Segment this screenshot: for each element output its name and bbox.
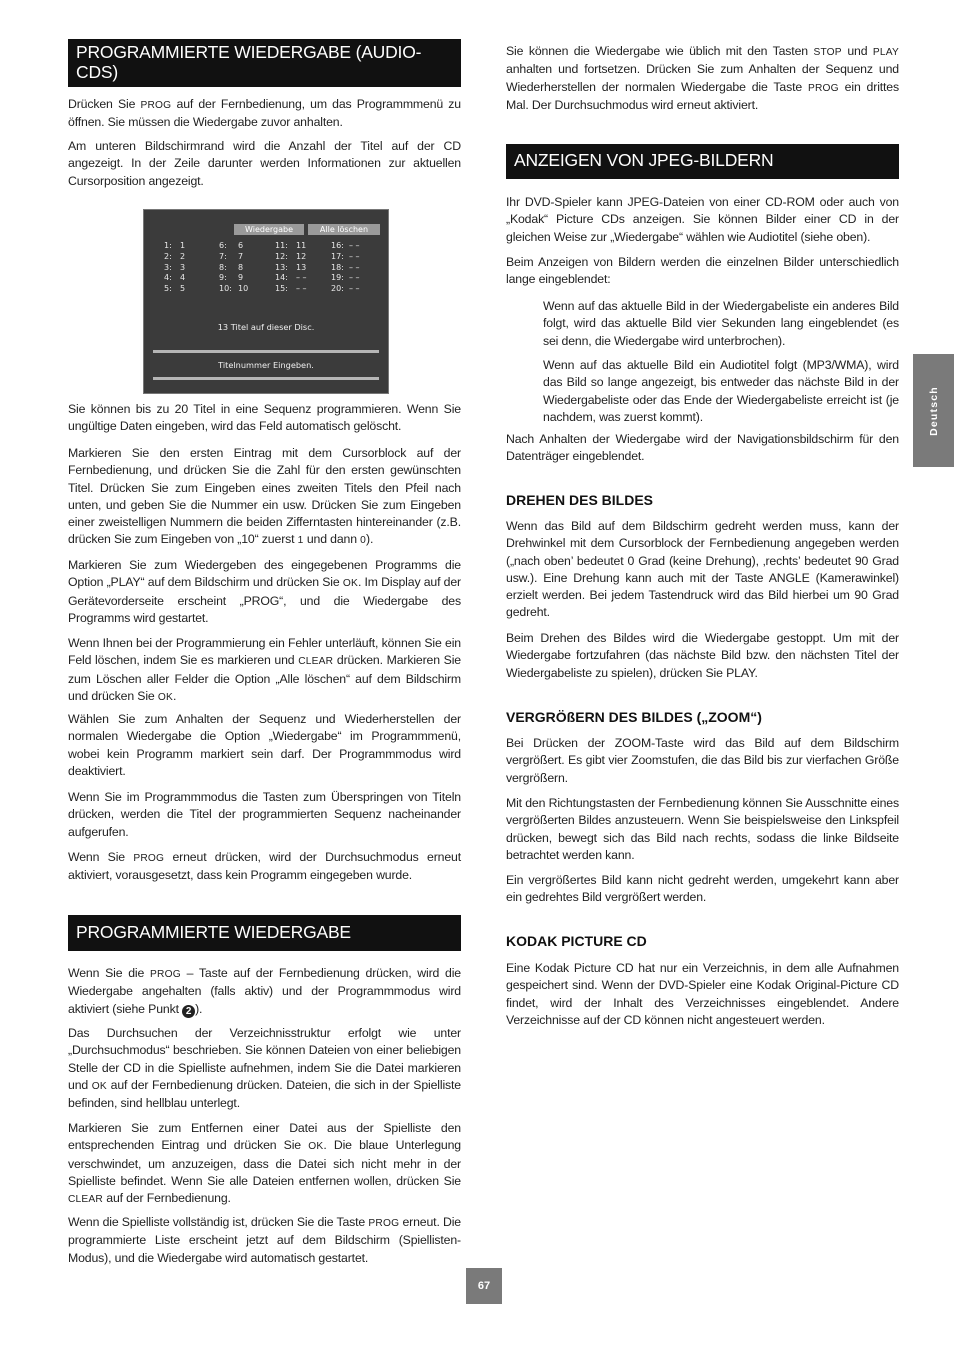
paragraph: Wenn Sie PROG erneut drücken, wird der Durchsuchmodus erneut aktiviert, vorausgesetzt, dass kein Programm eingegeben wurde. — [68, 850, 461, 883]
program-slot-value: 1 — [180, 241, 186, 250]
program-slot-label: 14: — [275, 273, 288, 283]
program-slot-label: 12: — [275, 251, 288, 261]
program-slot-label: 15: — [275, 284, 288, 294]
program-slot-label: 4: — [164, 273, 172, 283]
divider — [153, 377, 379, 380]
paragraph: Sie können bis zu 20 Titel in eine Sequenz programmieren. Wenn Sie ungültige Daten eingeben, wird das Feld automatisch gelöscht. — [68, 402, 461, 434]
paragraph: Wenn Ihnen bei der Programmierung ein Fehler unterläuft, können Sie ein Feld löschen, indem Sie es markieren und CLEAR drücken. Markieren Sie zum Löschen aller Felder die Option „Alle löschen“ auf dem Bildschirm und drücken Sie OK. — [68, 636, 461, 703]
program-slot-value: 12 — [296, 251, 307, 261]
program-slot-label: 18: — [331, 262, 344, 272]
paragraph: Wählen Sie zum Anhalten der Sequenz und Wiederherstellen der normalen Wiedergabe die Option „Wiedergabe“ im Programmmenü, wobei kein Programm markiert sein darf. Der Programmmodus wird deaktiviert. — [68, 712, 461, 778]
program-slot-value: – – — [349, 273, 360, 283]
subheading-kodak: KODAK PICTURE CD — [506, 933, 647, 949]
program-slot-value: 13 — [296, 262, 307, 272]
paragraph: Bei Drücken der ZOOM-Taste wird das Bild auf dem Bildschirm vergrößert. Es gibt vier Zoomstufen, die das Bild bis zur vierfachen Größe vergrößern. — [506, 736, 899, 785]
program-slot-value: 7 — [238, 251, 244, 261]
paragraph: Sie können die Wiedergabe wie üblich mit den Tasten STOP und PLAY anhalten und fortsetzen. Drücken Sie zum Anhalten der Sequenz und Wiederherstellen der normalen Wiedergabe die Taste PROG ein drittes Mal. Der Durchsuchmodus wird erneut aktiviert. — [506, 44, 899, 112]
program-slot-value: 2 — [180, 251, 186, 261]
step-number-icon: 2 — [182, 1005, 195, 1018]
program-slot-label: 19: — [331, 273, 344, 283]
language-tab: Deutsch — [913, 354, 954, 467]
program-slot-value: 8 — [238, 262, 244, 272]
paragraph: Markieren Sie den ersten Eintrag mit dem Cursorblock auf der Fernbedienung, und drücken Sie die Zahl für den ersten gewünschten Titel. Drücken Sie zum Eingeben eines zweiten Titels den Pfeil nach unten, und geben Sie die Nummer ein usw. Drücken Sie zum Eingeben einer zweistelligen Nummern die beiden Zifferntasten hintereinander (z.B. drücken Sie zum Eingeben von „10“ zuerst 1 und dann 0). — [68, 446, 461, 547]
paragraph: Eine Kodak Picture CD hat nur ein Verzeichnis, in dem alle Aufnahmen gespeichert sind. Wenn der DVD-Spieler eine Kodak Original-Picture CD findet, wird der Inhalt des Verzeichnisses eingeblendet. Andere Verzeichnisse auf der CD können nicht angesteuert werden. — [506, 961, 899, 1027]
prompt-text: Titelnummer Eingeben. — [218, 360, 314, 370]
program-slot-label: 13: — [275, 262, 288, 272]
program-slot-label: 2: — [164, 251, 172, 261]
paragraph: Das Durchsuchen der Verzeichnisstruktur erfolgt wie unter „Durchsuchmodus“ beschrieben. Sie können Dateien von einer beliebigen Stelle der CD in die Spielliste aufnehmen, indem Sie die Datei markieren und OK auf der Fernbedienung drücken. Dateien, die sich in der Spielliste befinden, sind hellblau unterlegt. — [68, 1026, 461, 1111]
program-slot-label: 16: — [331, 241, 344, 250]
paragraph: Beim Drehen des Bildes wird die Wiedergabe gestoppt. Um mit der Wiedergabe fortzufahren (das nächste Bild bzw. den nächsten Titel der Wiedergabeliste zu spielen), drücken Sie PLAY. — [506, 631, 899, 680]
program-slot-value: – – — [296, 273, 307, 283]
page-number: 67 — [466, 1268, 502, 1304]
paragraph: Wenn Sie im Programmmodus die Tasten zum Überspringen von Titeln drücken, werden die Titel der programmierten Sequenz nacheinander aufgerufen. — [68, 790, 461, 839]
program-slot-label: 8: — [219, 262, 227, 272]
program-slot-label: 6: — [219, 241, 227, 250]
section-heading-audio-cds: PROGRAMMIERTE WIEDERGABE (AUDIO-CDS) — [68, 39, 461, 87]
section-heading-programmed-playback: PROGRAMMIERTE WIEDERGABE — [68, 915, 461, 951]
program-slot-label: 10: — [219, 284, 232, 294]
program-slot-value: 5 — [180, 284, 186, 294]
clear-all-option-tab: Alle löschen — [308, 224, 380, 235]
program-slot-value: – – — [349, 262, 360, 272]
paragraph: Ein vergrößertes Bild kann nicht gedreht werden, umgekehrt kann aber ein gedrehtes Bild vergrößert werden. — [506, 873, 899, 905]
paragraph: Wenn Sie die PROG – Taste auf der Fernbedienung drücken, wird die Wiedergabe angehalten (falls aktiv) und der Programmmodus wird aktiviert (siehe Punkt 2 ). — [68, 966, 462, 1017]
program-menu-screenshot — [143, 209, 389, 394]
paragraph: Am unteren Bildschirmrand wird die Anzahl der Titel auf der CD angezeigt. In der Zeile darunter werden Informationen zur aktuellen Cursorposition angezeigt. — [68, 139, 461, 188]
program-slot-value: 9 — [238, 273, 244, 283]
program-slot-label: 3: — [164, 262, 172, 272]
indented-paragraph: Wenn auf das aktuelle Bild in der Wiedergabeliste ein anderes Bild folgt, wird das aktuelle Bild vier Sekunden lang eingeblendet (es sei denn, die Wiedergabe wird unterbrochen). — [543, 299, 899, 348]
program-slot-label: 7: — [219, 251, 227, 261]
program-slot-value: – – — [296, 284, 307, 294]
paragraph: Nach Anhalten der Wiedergabe wird der Navigationsbildschirm für den Datenträger eingeblendet. — [506, 432, 899, 464]
program-slot-label: 1: — [164, 241, 172, 250]
program-slot-value: – – — [349, 251, 360, 261]
paragraph: Wenn das Bild auf dem Bildschirm gedreht werden muss, kann der Drehwinkel mit dem Cursorblock der Fernbedienung angegeben werden („nach oben’ bedeutet 0 Grad (keine Drehung), ‚rechts’ bedeutet 90 Grad usw.). Eine Drehung kann auch mit der Taste ANGLE (Kamerawinkel) erzielt werden. Bei jedem Tastendruck wird das Bild hierbei um 90 Grad gedreht. — [506, 519, 899, 620]
program-slot-value: – – — [349, 241, 360, 250]
program-slot-value: 6 — [238, 241, 244, 250]
program-slot-value: 11 — [296, 241, 307, 250]
indented-paragraph: Wenn auf das aktuelle Bild ein Audiotitel folgt (MP3/WMA), wird das Bild so lange angezeigt, bis entweder das nächste Bild in der Wiedergabeliste oder das Ende der Wiedergabeliste erreicht ist (je nachdem, was zuerst kommt). — [543, 358, 899, 424]
paragraph: Mit den Richtungstasten der Fernbedienung können Sie Ausschnitte eines vergrößerten Bildes anzusteuern. Wenn Sie beispielsweise den Linkspfeil drücken, bewegt sich das Bild nach rechts, sodass die linke Bildseite betrachtet werden kann. — [506, 796, 899, 862]
program-slot-label: 11: — [275, 241, 288, 250]
program-slot-label: 20: — [331, 284, 344, 294]
subheading-zoom: VERGRÖßERN DES BILDES („ZOOM“) — [506, 709, 762, 725]
paragraph: Ihr DVD-Spieler kann JPEG-Dateien von einer CD-ROM oder auch von „Kodak“ Picture CDs anzeigen. Sie können Bilder einer CD in der gleichen Weise zur „Wiedergabe“ wählen wie Audiotitel (siehe oben). — [506, 195, 899, 244]
paragraph: Beim Anzeigen von Bildern werden die einzelnen Bilder unterschiedlich lange eingeblendet: — [506, 255, 899, 287]
program-slot-label: 17: — [331, 251, 344, 261]
divider — [153, 350, 379, 353]
paragraph: Markieren Sie zum Entfernen einer Datei aus der Spielliste den entsprechenden Eintrag und drücken Sie OK. Die blaue Unterlegung verschwindet, um anzuzeigen, dass die Datei sich nicht mehr in der Spielliste befindet. Wenn Sie alle Dateien entfernen wollen, drücken Sie CLEAR auf der Fernbedienung. — [68, 1121, 461, 1206]
section-heading-jpeg: ANZEIGEN VON JPEG-BILDERN — [506, 144, 899, 179]
program-slot-value: 3 — [180, 262, 186, 272]
program-slot-value: 4 — [180, 273, 186, 283]
disc-info-text: 13 Titel auf dieser Disc. — [217, 322, 315, 332]
program-slot-label: 9: — [219, 273, 227, 283]
play-option-tab: Wiedergabe — [234, 224, 304, 235]
paragraph: Wenn die Spielliste vollständig ist, drücken Sie die Taste PROG erneut. Die programmierte Liste erscheint jetzt auf dem Bildschirm (Spiellisten-Modus), und die Wiedergabe wird automatisch gestartet. — [68, 1215, 461, 1265]
paragraph: Drücken Sie PROG auf der Fernbedienung, um das Programmmenü zu öffnen. Sie müssen die Wiedergabe zuvor anhalten. — [68, 97, 461, 130]
program-slot-value: 10 — [238, 284, 249, 294]
subheading-rotate: DREHEN DES BILDES — [506, 492, 654, 508]
program-slot-value: – – — [349, 284, 360, 294]
paragraph: Markieren Sie zum Wiedergeben des eingegebenen Programms die Option „PLAY“ auf dem Bildschirm und drücken Sie OK. Im Display auf der Gerätevorderseite erscheint „PROG“, und die Wiedergabe des Programms wird gestartet. — [68, 558, 461, 625]
program-slot-label: 5: — [164, 284, 172, 294]
